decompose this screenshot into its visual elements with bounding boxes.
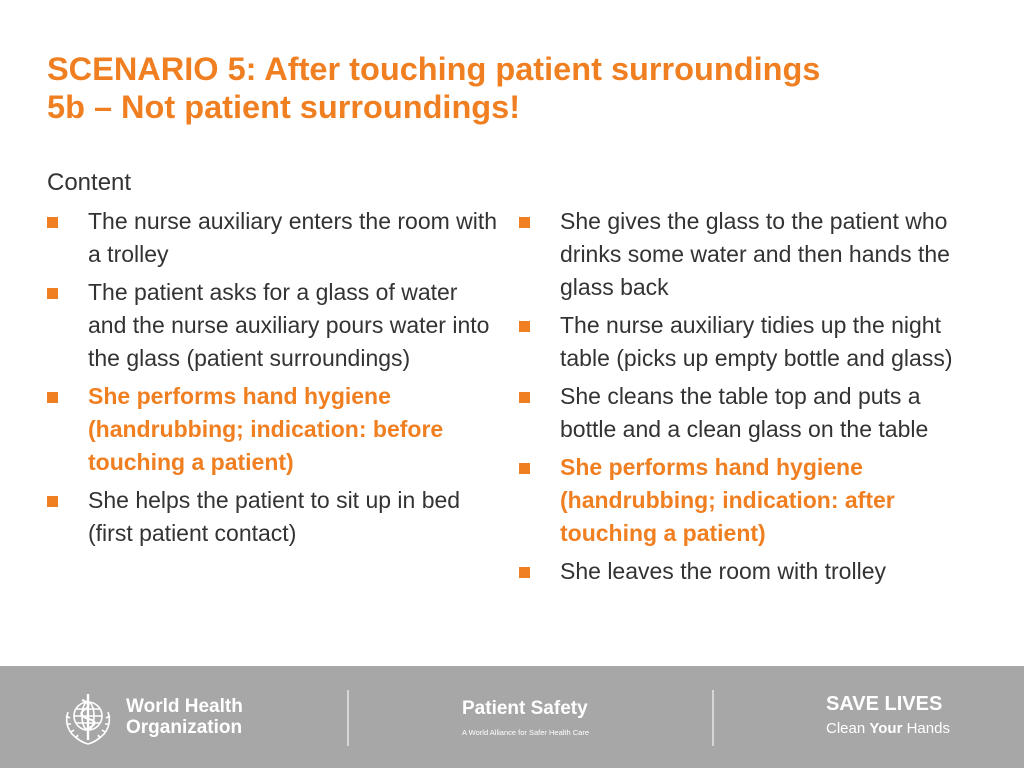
square-bullet-icon bbox=[47, 392, 58, 403]
save-lives-title: SAVE LIVES bbox=[826, 693, 943, 715]
who-logo bbox=[58, 688, 298, 748]
square-bullet-icon bbox=[519, 567, 530, 578]
save-lives-sub-part-3: Hands bbox=[902, 720, 950, 737]
bullet-text: The nurse auxiliary tidies up the night table (picks up empty bottle and glass) bbox=[560, 312, 953, 371]
bullet-text: The patient asks for a glass of water and the nurse auxiliary pours water into the glass (patient surroundings) bbox=[88, 279, 490, 371]
bullet-item bbox=[519, 205, 974, 304]
bullet-text: She gives the glass to the patient who drinks some water and then hands the glass back bbox=[560, 208, 950, 300]
bullet-text: She performs hand hygiene (handrubbing; indication: after touching a patient) bbox=[560, 454, 895, 546]
save-lives-sub-part-2: Your bbox=[869, 720, 903, 737]
bullet-text: The nurse auxiliary enters the room with a trolley bbox=[88, 208, 498, 267]
slide-title bbox=[47, 50, 1017, 126]
bullet-item bbox=[519, 555, 974, 588]
square-bullet-icon bbox=[47, 288, 58, 299]
right-bullet-list bbox=[519, 205, 974, 593]
bullet-text: She cleans the table top and puts a bottle and a clean glass on the table bbox=[560, 383, 929, 442]
square-bullet-icon bbox=[519, 217, 530, 228]
square-bullet-icon bbox=[519, 321, 530, 332]
square-bullet-icon bbox=[519, 392, 530, 403]
patient-safety-subtitle: A World Alliance for Safer Health Care bbox=[462, 728, 590, 737]
footer-bar bbox=[0, 666, 1024, 768]
who-wordmark bbox=[126, 696, 243, 738]
slide-title-line-2: 5b – Not patient surroundings! bbox=[47, 89, 521, 125]
bullet-item bbox=[519, 380, 974, 446]
footer-divider bbox=[347, 690, 349, 746]
patient-safety-title: Patient Safety bbox=[462, 698, 588, 719]
who-name-line-2: Organization bbox=[126, 717, 243, 738]
left-bullet-list bbox=[47, 205, 502, 555]
save-lives-sub-part-1: Clean bbox=[826, 720, 870, 737]
square-bullet-icon bbox=[47, 217, 58, 228]
footer-divider bbox=[712, 690, 714, 746]
who-name-line-1: World Health bbox=[126, 696, 243, 717]
save-lives-subtitle bbox=[826, 720, 950, 737]
bullet-item bbox=[47, 276, 502, 375]
bullet-item bbox=[47, 484, 502, 550]
bullet-item-highlighted bbox=[47, 380, 502, 479]
slide-title-line-1: SCENARIO 5: After touching patient surroundings bbox=[47, 51, 821, 87]
bullet-item-highlighted bbox=[519, 451, 974, 550]
bullet-text: She performs hand hygiene (handrubbing; indication: before touching a patient) bbox=[88, 383, 444, 475]
content-heading: Content bbox=[47, 169, 132, 196]
bullet-item bbox=[519, 309, 974, 375]
bullet-text: She leaves the room with trolley bbox=[560, 558, 886, 584]
bullet-item bbox=[47, 205, 502, 271]
square-bullet-icon bbox=[519, 463, 530, 474]
bullet-text: She helps the patient to sit up in bed (first patient contact) bbox=[88, 487, 461, 546]
square-bullet-icon bbox=[47, 496, 58, 507]
who-emblem-icon bbox=[58, 688, 118, 748]
